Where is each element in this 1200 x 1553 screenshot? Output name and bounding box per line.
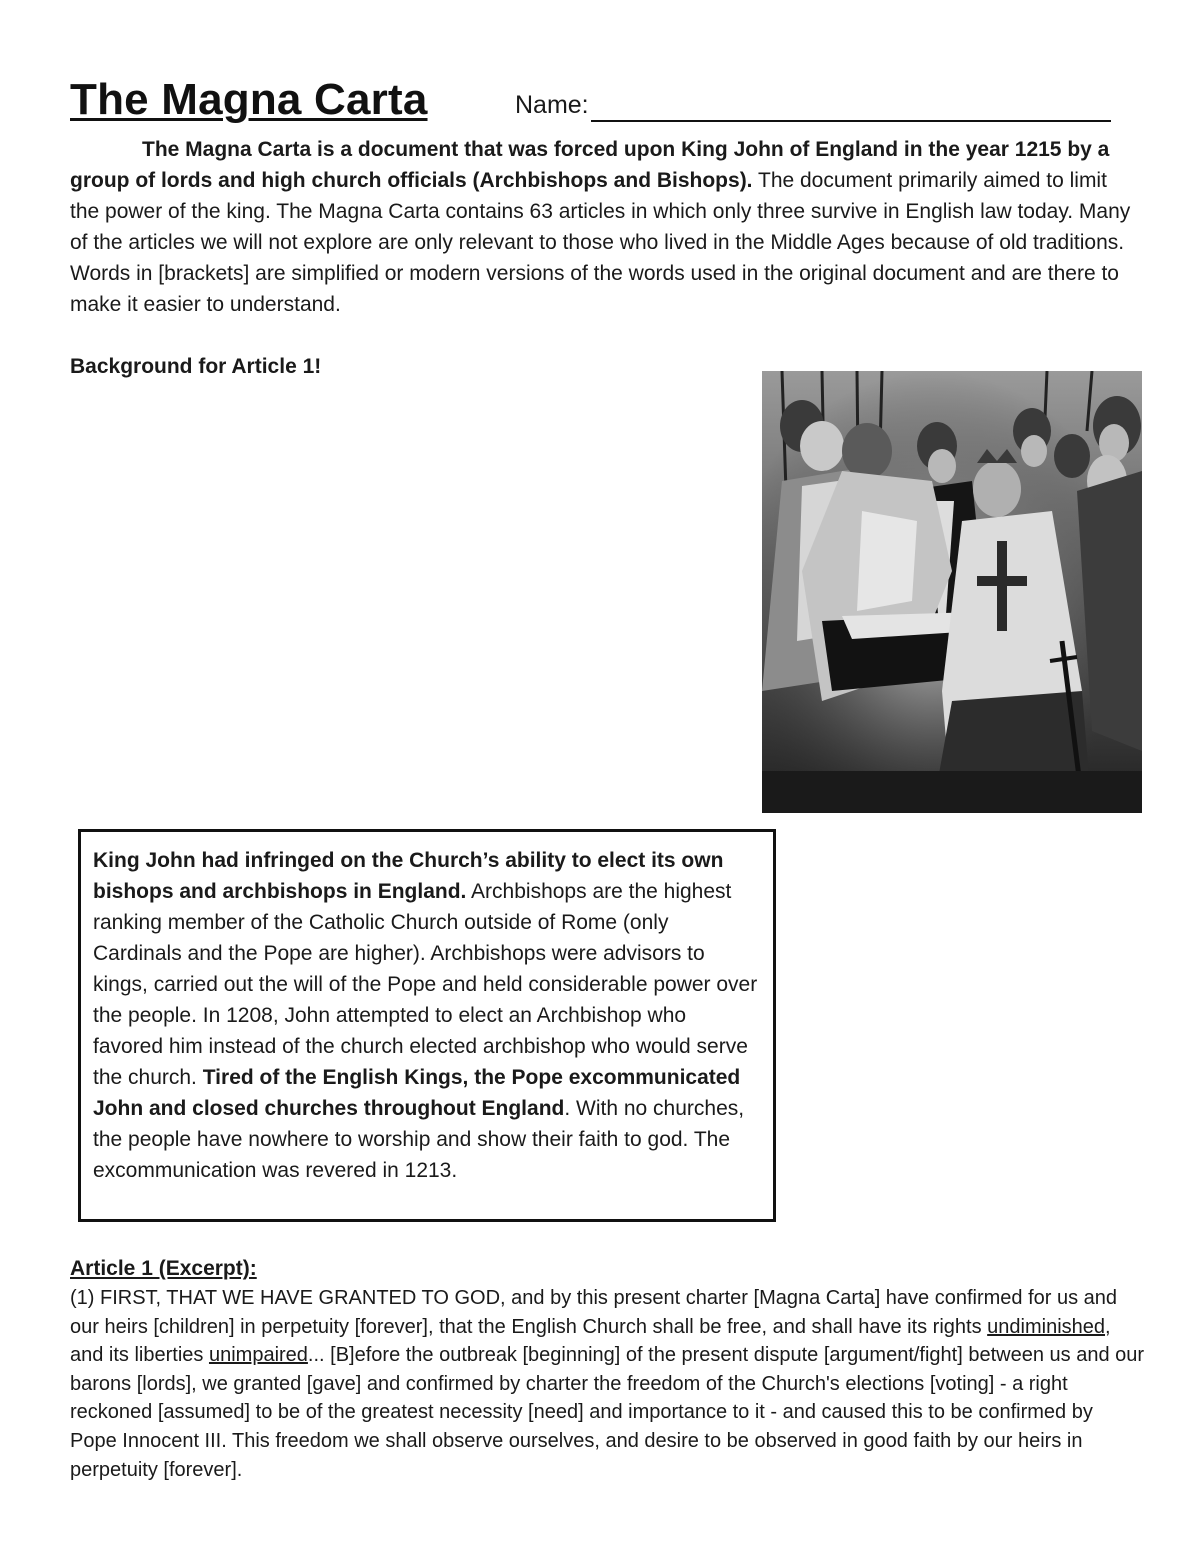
article-excerpt [70,1284,1145,1484]
page-title: The Magna Carta [70,75,428,124]
name-label: Name: [515,91,589,119]
underlined-word-undiminished: undiminished [987,1315,1106,1338]
intro-bold-text: The Magna Carta is a document that was forced upon King John of England in the year 1215 by a group of lords and high church officials (Archbishops and Bishops). [70,138,1110,192]
box-bold-text-1: King John had infringed on the Church’s ability to elect its own bishops and archbishops in England. [93,849,724,903]
article-text-1: (1) FIRST, THAT WE HAVE GRANTED TO GOD, and by this present charter [Magna Carta] have confirmed for us and our heirs [children] in perpetuity [forever], that the English Church shall be free, and shall have its rights [70,1287,1118,1338]
underlined-word-unimpaired: unimpaired [208,1344,308,1367]
box-text-2: . With no churches, the people have nowhere to worship and show their faith to god. The excommunication was revered in 1213. [93,1097,745,1182]
name-blank-line[interactable] [591,94,1111,122]
article-heading: Article 1 (Excerpt): [70,1257,257,1280]
intro-paragraph [70,134,1140,320]
king-john-signing-illustration [762,371,1142,813]
name-field-row [515,88,1111,122]
background-info-box [78,829,776,1222]
background-heading: Background for Article 1! [70,355,322,378]
illustration-graphic [762,371,1142,813]
article-text-2: , and its liberties [70,1315,1111,1367]
box-bold-text-2: Tired of the English Kings, the Pope excommunicated John and closed churches throughout England [93,1066,741,1120]
intro-text: The document primarily aimed to limit the power of the king. The Magna Carta contains 63 articles in which only three survive in English law today. Many of the articles we will not explore are only relevant to those who lived in the Middle Ages because of old traditions. Words in [brackets] are simplified or modern versions of the words used in the original document and are there to make it easier to understand. [70,169,1131,316]
article-text-3: ... [B]efore the outbreak [beginning] of the present dispute [argument/fight] between us and our barons [lords], we granted [gave] and confirmed by charter the freedom of the Church's elections [voting] - a right reckoned [assumed] to be of the greatest necessity [need] and importance to it - and caused this to be confirmed by Pope Innocent III. This freedom we shall observe ourselves, and desire to be observed in good faith by our heirs in perpetuity [forever]. [70,1344,1145,1481]
box-text-1: Archbishops are the highest ranking member of the Catholic Church outside of Rome (only Cardinals and the Pope are higher). Archbishops were advisors to kings, carried out the will of the Pope and held considerable power over the people. In 1208, John attempted to elect an Archbishop who favored him instead of the church elected archbishop who would serve the church. [93,880,758,1089]
